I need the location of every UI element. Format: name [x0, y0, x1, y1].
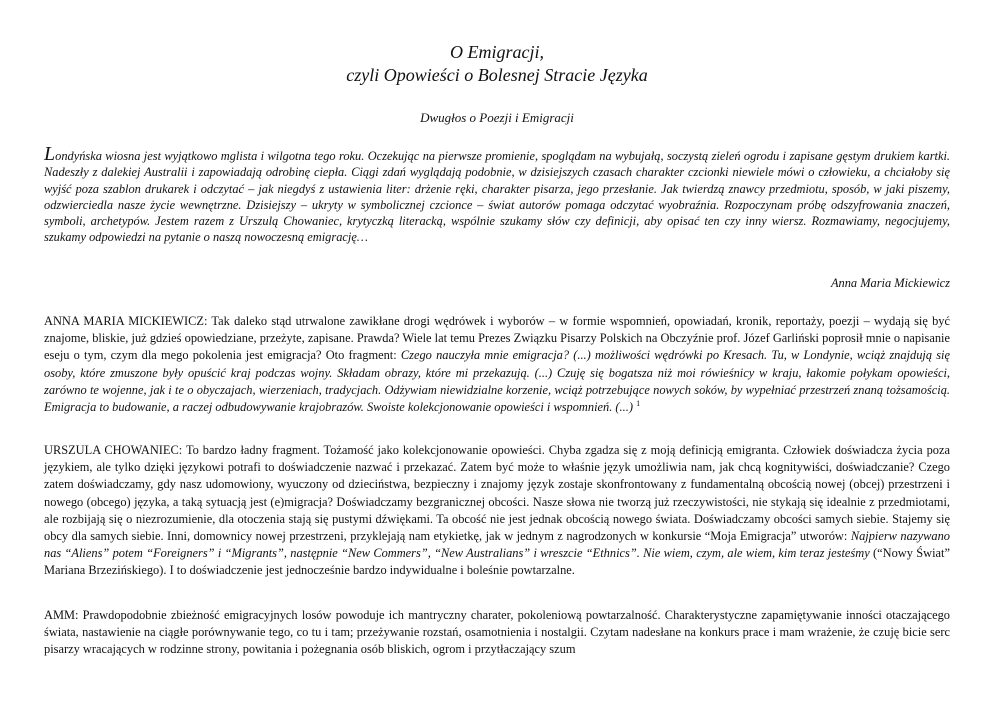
intro-signature: Anna Maria Mickiewicz [830, 276, 950, 290]
intro-paragraph [44, 143, 950, 246]
paragraph-2-tail: (“Nowy Świat” Mariana Brzezińskiego). I to doświadczenie jest jednocześnie bardzo indywidualne i boleśnie powtarzalne. [44, 546, 950, 578]
intro-drop-cap: L [44, 143, 56, 165]
title-line-2: czyli Opowieści o Bolesnej Stracie Języka [346, 65, 648, 85]
subtitle: Dwugłos o Poezji i Emigracji [420, 110, 574, 125]
footnote-marker[interactable]: 1 [636, 399, 641, 409]
paragraph-2-text: URSZULA CHOWANIEC: To bardzo ładny fragment. Tożamość jako kolekcjonowanie opowieści. Chyba zgadza się z moją definicją emigranta. Człowiek doświadcza życia poza językiem, ale tylko dzięki językowi potrafi to doświadczenie nazwać i przekazać. Zatem być może to właśnie język umożliwia nam, jak chcą kognitywiści, doświadczanie? Czego zatem doświadczamy, gdy nasz udomowiony, wyuczony od dzieciństwa, bezpieczny i znajomy język zostaje skonfrontowany z fundamentalną obcością nowej (obcej) przestrzeni i nowego (obcego) języka, a taką sytuacją jest (e)migracja? Doświadczamy bezgranicznej obcości. Nasze słowa nie tworzą już rzeczywistości, nie stykają się idealnie z przedmiotami, ale rozbijają się o niezrozumienie, dla otoczenia stają się pustymi dźwiękami. Ta obcość nie jest jednak obcością nowego świata. Doświadczamy obcości samych siebie. Stajemy się obcy dla samych siebie. Inni, domownicy nowej przestrzeni, przyklejają nam etykietkę, jak w jednym z nagrodzonych w konkursie “Moja Emigracja” utworów: [44, 443, 950, 544]
paragraph-3-text: AMM: Prawdopodobnie zbieżność emigracyjnych losów powoduje ich mantryczny charater, pokoleniową powtarzalność. Charakterystyczne zapamiętywanie inności otaczającego świata, nastawienie na ciągłe porównywanie tego, co tu i tam; przeżywanie rozstań, osamotnienia i nostalgii. Czytam nadesłane na konkurs prace i mam wrażenie, że czuję bicie serc pisarzy wracających w rodzinne strony, powitania i pożegnania osób bliskich, ogrom i przytłaczający szum [44, 608, 950, 657]
paragraph-1-quote: Czego nauczyła mnie emigracja? (...) możliwości wędrówki po Kresach. Tu, w Londynie, wciąż znajdują się osoby, które zmuszone były opuścić kraj podczas wojny. Składam obrazy, które mi przekazują. (...) Czuję się bogatsza niż moi rówieśnicy w kraju, łakomie połykam opowieści, zarówno te wojenne, jak i te o obyczajach, wierzeniach, tradycjach. Odżywiam niewidzialne korzenie, wciąż potrzebujące nowych soków, by wypełniać przestrzeń znaną tożsamością. Emigracja to budowanie, a raczej odbudowywanie krajobrazów. Swoiste kolekcjonowanie opowieści i wspomnień. (...) [44, 348, 951, 415]
paragraph-mickiewicz [44, 313, 950, 416]
paragraph-amm [44, 607, 950, 659]
title-line-1: O Emigracji, [450, 42, 544, 62]
paragraph-2-quote: Najpierw nazywano nas “Aliens” potem “Foreigners” i “Migrants”, następnie “New Commers”, “New Australians” i wreszcie “Ethnics”. Nie wiem, czym, ale wiem, kim teraz jesteśmy [44, 529, 950, 561]
paragraph-chowaniec [44, 442, 950, 580]
paragraph-1-text: ANNA MARIA MICKIEWICZ: Tak daleko stąd utrwalone zawikłane drogi wędrówek i wyborów – w formie wspomnień, opowiadań, kronik, reportaży, poezji – wydają się być znajome, bliskie, już gdzieś opowiedziane, przeżyte, zapisane. Prawda? Wiele lat temu Prezes Związku Pisarzy Polskich na Obczyźnie prof. Józef Garliński poprosił mnie o napisanie eseju o tym, czym dla mego pokolenia jest emigracja? Oto fragment: [44, 314, 950, 363]
intro-text: ondyńska wiosna jest wyjątkowo mglista i wilgotna tego roku. Oczekując na pierwsze promienie, spoglądam na wybujałą, soczystą zieleń ogrodu i zapisane gęstym drukiem kartki. Nadeszły z dalekiej Australii i zapowiadają odrobinę ciepła. Ciągi zdań wyglądają podobnie, w dzisiejszych czasach charakter czcionki niewiele mówi o człowieku, a chciałoby się wyjść poza szablon drukarek i odczytać – jak niegdyś z ustawienia liter: drżenie ręki, charakter pisarza, jego przesłanie. Jak twierdzą znawcy przedmiotu, sposób, w jaki piszemy, odzwierciedla nasze życie wewnętrzne. Dzisiejszy – ukryty w symbolicznej czcionce – świat autorów pomaga odczytać wyobraźnia. Rozpoczynam próbę odszyfrowania znaczeń, symboli, archetypów. Jestem razem z Urszulą Chowaniec, krytyczką literacką, wspólnie szukamy słów czy definicji, aby opisać ten czy inny wiersz. Rozmawiamy, negocjujemy, szukamy odpowiedzi na pytanie o naszą nowoczesną emigrację… [44, 149, 950, 245]
